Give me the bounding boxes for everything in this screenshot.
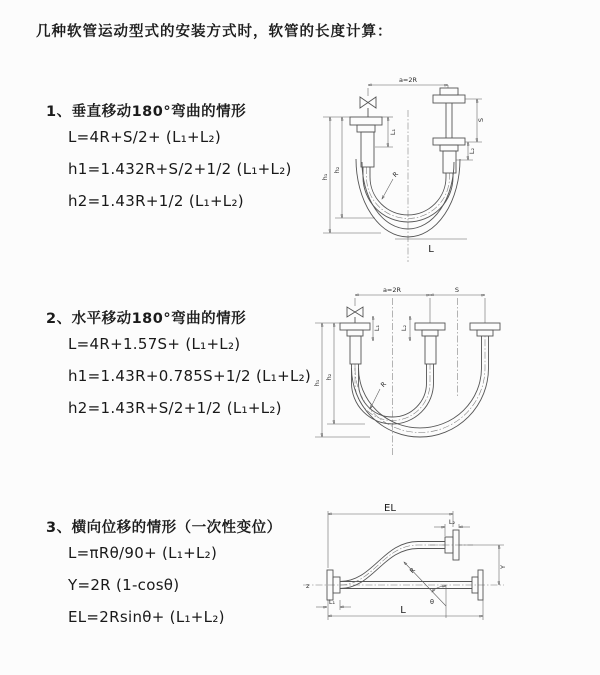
dim-label-l: L (428, 244, 434, 255)
diagram-lateral-displacement (298, 500, 598, 660)
dim-label-r: R (408, 566, 418, 576)
valve-icon (360, 88, 376, 117)
dim-label-l2: L₂ (400, 324, 408, 332)
formula-line: Y=2R (1-cosθ) (68, 576, 180, 594)
section-horizontal-180 (46, 307, 326, 424)
straight-hose-position (340, 570, 483, 600)
formula-line: h2=1.43R+1/2 (L₁+L₂) (68, 192, 244, 210)
left-flange-fitting (350, 117, 382, 167)
diagram-horizontal-180 (300, 283, 600, 473)
dim-label-el: EL (384, 503, 396, 514)
dim-label-l2: L₂ (448, 518, 456, 526)
section-3-heading: 3、横向位移的情形（一次性变位） (46, 520, 282, 536)
dim-label-l1: L₁ (328, 598, 336, 606)
formula-line: L=4R+S/2+ (L₁+L₂) (68, 128, 222, 146)
dim-label-r: R (391, 170, 401, 180)
section-lateral-displacement (46, 516, 326, 633)
dim-label-l1: L₁ (373, 324, 381, 332)
dim-label-h2: h₂ (333, 166, 341, 174)
page-title: 几种软管运动型式的安装方式时，软管的长度计算： (36, 24, 393, 40)
dim-label-l1: L₁ (389, 128, 397, 136)
formula-line: h1=1.43R+0.785S+1/2 (L₁+L₂) (68, 367, 312, 385)
formula-line: L=4R+1.57S+ (L₁+L₂) (68, 335, 241, 353)
dimensions (316, 503, 507, 620)
braid-section (425, 336, 436, 364)
centerline-mark: z (306, 582, 310, 590)
dim-label-h1: h₁ (321, 173, 329, 181)
right-flange-fitting (470, 298, 500, 336)
formula-line: L=πRθ/90+ (L₁+L₂) (68, 544, 218, 562)
formula-line: h1=1.432R+S/2+1/2 (L₁+L₂) (68, 160, 292, 178)
dim-label-a2r: a=2R (382, 286, 402, 294)
section-2-heading: 2、水平移动180°弯曲的情形 (46, 311, 247, 327)
braid-section (350, 336, 361, 364)
valve-icon (347, 298, 363, 323)
dim-label-l: L (400, 605, 406, 616)
section-vertical-180 (46, 100, 326, 217)
dim-label-l2: L₂ (468, 147, 476, 155)
braid-section (361, 132, 374, 167)
formula-line: EL=2Rsinθ+ (L₁+L₂) (68, 608, 225, 626)
dim-label-h1: h₁ (313, 379, 321, 387)
dim-label-r: R (379, 380, 389, 390)
dim-label-y: Y (499, 565, 507, 569)
dim-label-h2: h₂ (325, 373, 333, 381)
section-1-heading: 1、垂直移动180°弯曲的情形 (46, 104, 247, 120)
dim-label-a2r: a=2R (398, 76, 418, 84)
hose-assembly (352, 336, 489, 437)
diagram-vertical-180 (305, 72, 595, 267)
middle-flange-fitting (415, 298, 445, 364)
left-flange-fitting (340, 323, 370, 364)
dim-label-s: S (477, 117, 485, 123)
curved-hose-position (340, 530, 459, 589)
dim-label-s: S (454, 286, 460, 294)
dim-label-theta: θ (430, 598, 434, 606)
formula-line: h2=1.43R+S/2+1/2 (L₁+L₂) (68, 399, 282, 417)
